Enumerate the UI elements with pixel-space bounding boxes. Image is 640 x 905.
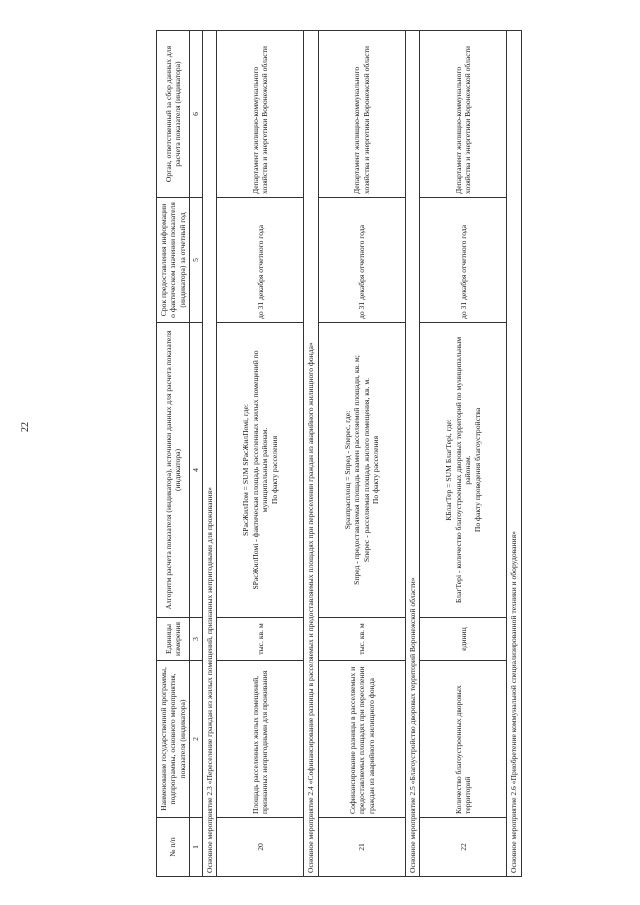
header-deadline: Срок предоставления информации о фактическом значении показателя (индикатора) за отчетный год bbox=[157, 198, 190, 323]
deadline: до 31 декабря отчетного года bbox=[420, 198, 507, 323]
section-title: Основное мероприятие 2.6 «Приобретение коммунальной специализированной техники и оборудования» bbox=[507, 31, 521, 877]
algorithm bbox=[217, 323, 304, 618]
indicator-name: Софинансирование разницы в расселяемых и предоставляемых площадях при переселении граждан из аварийного жилищного фонда bbox=[318, 661, 405, 818]
column-number: 4 bbox=[190, 323, 202, 618]
algorithm-line: SРасЖилПом = SUM SРасЖилПомi, где: bbox=[241, 404, 251, 536]
header-algorithm: Алгоритм расчета показателя (индикатора), источники данных для расчета показателя (индикатора) bbox=[157, 323, 190, 618]
section-title: Основное мероприятие 2.3 «Переселение граждан из жилых помещений, признанных непригодными для проживания» bbox=[202, 31, 216, 877]
responsible-organ: Департамент жилищно-коммунального хозяйства и энергетики Воронежской области bbox=[318, 31, 405, 198]
algorithm-line: Sпред - предоставляемая площадь взамен расселяемой площади, кв. м; bbox=[352, 355, 362, 585]
unit: тыс. кв. м bbox=[217, 618, 304, 661]
algorithm-line: По факту расселения bbox=[269, 435, 279, 505]
row-number: 22 bbox=[420, 818, 507, 877]
rotated-table-container bbox=[156, 45, 519, 877]
section-row bbox=[304, 31, 318, 877]
algorithm-line: Sперес - расселяемая площадь жилого помещения, кв. м. bbox=[361, 377, 371, 563]
indicators-table bbox=[156, 30, 522, 877]
column-number: 5 bbox=[190, 198, 202, 323]
header-organ: Орган, ответственный за сбор данных для расчета показателя (индикатора) bbox=[157, 31, 190, 198]
header-unit: Единицы измерения bbox=[157, 618, 190, 661]
unit: тыс. кв. м bbox=[318, 618, 405, 661]
header-num: № п/п bbox=[157, 818, 190, 877]
row-number: 20 bbox=[217, 818, 304, 877]
unit: единиц bbox=[420, 618, 507, 661]
table-row bbox=[217, 31, 304, 877]
header-row bbox=[157, 31, 190, 877]
indicator-name: Площадь расселенных жилых помещений, признанных непригодными для проживания bbox=[217, 661, 304, 818]
algorithm-line: SРасЖилПомi - фактическая площадь расселенных жилых помещений по муниципальным районам. bbox=[250, 350, 270, 590]
responsible-organ: Департамент жилищно-коммунального хозяйства и энергетики Воронежской области bbox=[217, 31, 304, 198]
page-number: 22 bbox=[20, 422, 31, 432]
column-number: 1 bbox=[190, 818, 202, 877]
column-number: 6 bbox=[190, 31, 202, 198]
deadline: до 31 декабря отчетного года bbox=[217, 198, 304, 323]
algorithm-line: По факту проведения благоустройства bbox=[472, 407, 482, 533]
section-title: Основное мероприятие 2.4 «Софинансирование разницы в расселяемых и предоставляемых площадях при переселении граждан из аварийного жилищного фонда» bbox=[304, 31, 318, 877]
section-title: Основное мероприятие 2.5 «Благоустройство дворовых территорий Воронежской области» bbox=[405, 31, 419, 877]
indicator-name: Количество благоустроенных дворовых территорий bbox=[420, 661, 507, 818]
deadline: до 31 декабря отчетного года bbox=[318, 198, 405, 323]
column-number: 3 bbox=[190, 618, 202, 661]
algorithm-line: КБлагТер = SUM БлагТерi, где: bbox=[444, 419, 454, 521]
column-number: 2 bbox=[190, 661, 202, 818]
row-number: 21 bbox=[318, 818, 405, 877]
algorithm-line: БлагТерi - количество благоустроенных дворовых территорий по муниципальным районам. bbox=[453, 336, 473, 604]
section-row bbox=[202, 31, 216, 877]
table-row bbox=[318, 31, 405, 877]
section-row bbox=[405, 31, 419, 877]
algorithm-line: Sразпрасплощ = Sпред - Sперес, где: bbox=[342, 410, 352, 530]
column-number-row bbox=[190, 31, 202, 877]
algorithm bbox=[420, 323, 507, 618]
responsible-organ: Департамент жилищно-коммунального хозяйства и энергетики Воронежской области bbox=[420, 31, 507, 198]
table-row bbox=[420, 31, 507, 877]
algorithm bbox=[318, 323, 405, 618]
section-row bbox=[507, 31, 521, 877]
header-name: Наименование государственной программы, подпрограммы, основного мероприятия, показателя (индикатора) bbox=[157, 661, 190, 818]
algorithm-line: По факту расселения bbox=[371, 435, 381, 505]
